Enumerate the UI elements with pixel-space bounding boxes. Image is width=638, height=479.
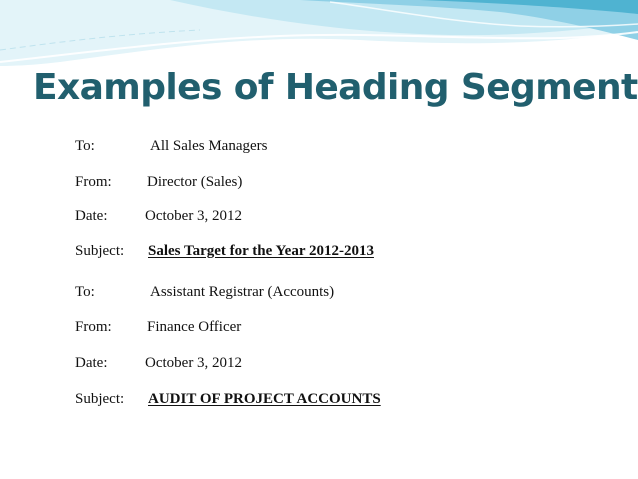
memo-field-value: October 3, 2012: [145, 208, 243, 224]
memo-field-label: Subject:: [75, 391, 125, 407]
memo-field-label: Date:: [75, 208, 108, 224]
slide-title: Examples of Heading Segment: [33, 67, 638, 108]
memo-field-value: Director (Sales): [147, 174, 243, 190]
memo-field-value: October 3, 2012: [145, 355, 243, 371]
memo-subject-value: Sales Target for the Year 2012-2013: [148, 243, 374, 259]
memo-field-label: From:: [75, 174, 112, 190]
memo-subject-value: AUDIT OF PROJECT ACCOUNTS: [148, 391, 381, 407]
memo-field-label: To:: [75, 138, 95, 154]
memo-field-value: All Sales Managers: [150, 138, 268, 154]
memo-field-label: Date:: [75, 355, 108, 371]
memo-field-label: From:: [75, 319, 112, 335]
memo-field-value: Assistant Registrar (Accounts): [150, 284, 335, 300]
memo-field-label: To:: [75, 284, 95, 300]
memo-field-label: Subject:: [75, 243, 125, 259]
memo-field-value: Finance Officer: [147, 319, 242, 335]
